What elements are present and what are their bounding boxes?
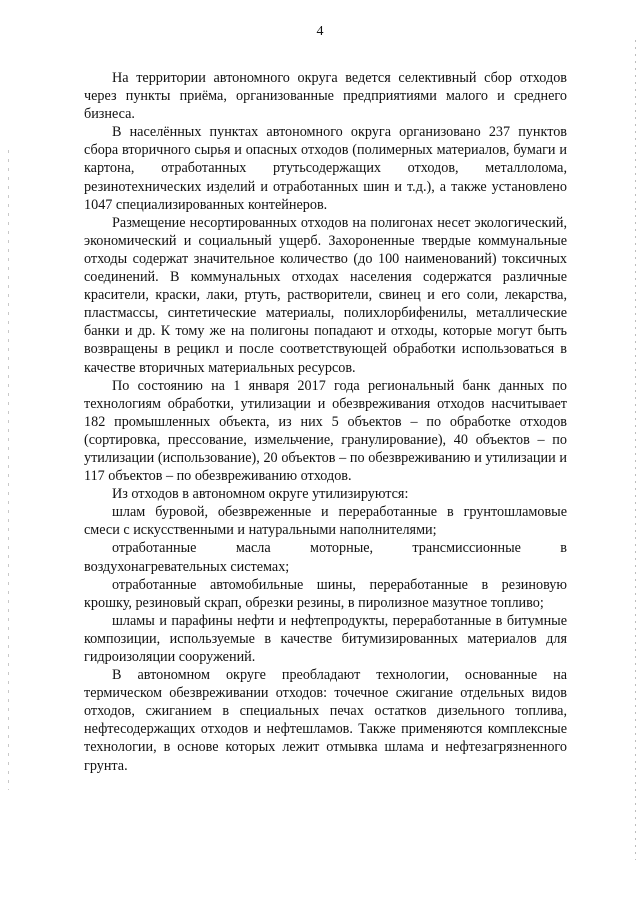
page-number: 4	[316, 24, 324, 39]
document-body	[84, 69, 567, 775]
paragraph-utilized-intro: Из отходов в автономном округе утилизируются:	[112, 486, 409, 503]
paragraph-selective-collection: На территории автономного округа ведется селективный сбор отходов через пункты приёма, организованные предприятиями малого и среднего бизнеса.	[84, 70, 567, 123]
list-item-oil-sludge: шламы и парафины нефти и нефтепродукты, переработанные в битумные композиции, используемые в качестве битумизированных материалов для гидроизоляции сооружений.	[84, 612, 567, 665]
list-item-used-tires: отработанные автомобильные шины, переработанные в резиновую крошку, резиновый скрап, обрезки резины, в пиролизное мазутное топливо;	[84, 576, 567, 611]
paragraph-landfill-damage: Размещение несортированных отходов на полигонах несет экологический, экономический и социальный ущерб. Захороненные твердые коммунальные отходы содержат значительное количество (до 100 наименований) токсичных соединений. В коммунальных отходах населения содержатся различные красители, краски, лаки, ртуть, растворители, свинец и его соли, лекарства, пластмассы, синтетические материалы, полихлорбифенилы, металлические банки и др. К тому же на полигоны попадают и отходы, которые могут быть возвращены в рецикл и после соответствующей обработки использоваться в качестве вторичных материальных ресурсов.	[84, 214, 567, 376]
scan-edge-right	[635, 40, 636, 860]
paragraph-regional-databank: По состоянию на 1 января 2017 года региональный банк данных по технологиям обработки, утилизации и обезвреживания отходов насчитывает 182 промышленных объекта, из них 5 объектов – по обработке отходов (сортировка, прессование, измельчение, гранулирование), 40 объектов – по утилизации (использование), 20 объектов – по обезвреживанию и утилизации и 117 объектов – по обезвреживанию отходов.	[84, 377, 567, 485]
paragraph-thermal-technologies: В автономном округе преобладают технологии, основанные на термическом обезвреживании отходов: точечное сжигание отдельных видов отходов, сжиганием в специальных печах остатков дизельного топлива, нефтесодержащих отходов и нефтешламов. Также применяются комплексные технологии, в основе которых лежит отмывка шлама и нефтезагрязненного грунта.	[84, 667, 567, 774]
list-item-used-oils: отработанные масла моторные, трансмиссионные в воздухонагревательных системах;	[84, 540, 567, 575]
scan-edge-left	[8, 150, 9, 790]
list-item-drilling-sludge: шлам буровой, обезвреженные и переработанные в грунтошламовые смеси с искусственными и натуральными наполнителями;	[84, 504, 567, 539]
paragraph-collection-points: В населённых пунктах автономного округа организовано 237 пунктов сбора вторичного сырья и опасных отходов (полимерных материалов, бумаги и картона, отработанных ртутьсодержащих отходов, металлолома, резинотехнических изделий и отработанных шин и т.д.), а также установлено 1047 специализированных контейнеров.	[84, 124, 567, 213]
